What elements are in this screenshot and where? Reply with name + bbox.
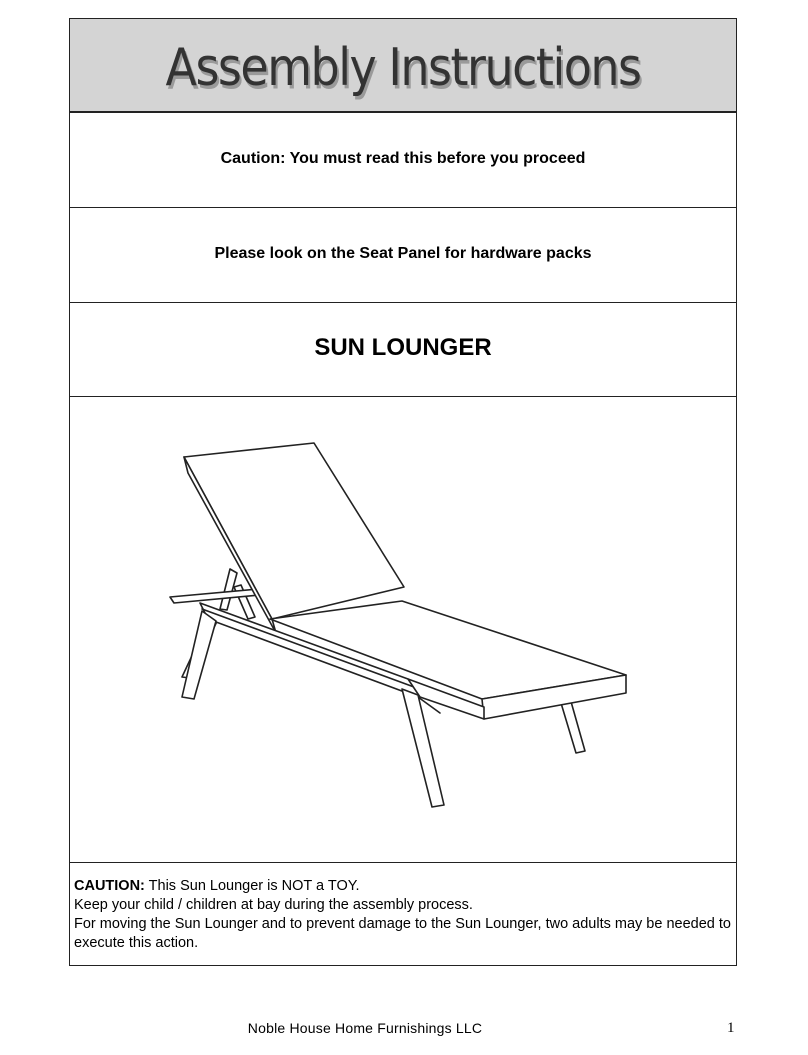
product-name: SUN LOUNGER xyxy=(314,333,492,361)
footer-company: Noble House Home Furnishings LLC xyxy=(247,1020,483,1036)
child-safety-line: Keep your child / children at bay during the assembly process. xyxy=(74,897,473,913)
front-leg-right xyxy=(402,689,444,807)
caution-text: This Sun Lounger is NOT a TOY. xyxy=(144,878,360,894)
page-number: 1 xyxy=(727,1020,735,1036)
caution-row xyxy=(70,113,736,208)
caution-notes xyxy=(70,863,736,965)
hardware-row xyxy=(70,208,736,303)
page-title: Assembly Instructions xyxy=(165,36,641,98)
illustration-row xyxy=(70,397,736,863)
instruction-page-frame xyxy=(69,18,737,966)
caution-banner-text: Caution: You must read this before you proceed xyxy=(220,150,586,167)
front-leg-left xyxy=(182,611,216,699)
caution-label: CAUTION: xyxy=(74,878,145,894)
hardware-note-text: Please look on the Seat Panel for hardware packs xyxy=(214,245,592,262)
title-banner xyxy=(70,19,736,113)
product-row xyxy=(70,303,736,397)
moving-advice-line: For moving the Sun Lounger and to prevent damage to the Sun Lounger, two adults may be needed to execute this action. xyxy=(74,916,731,951)
caution-line xyxy=(74,877,732,896)
sun-lounger-illustration xyxy=(70,397,736,863)
